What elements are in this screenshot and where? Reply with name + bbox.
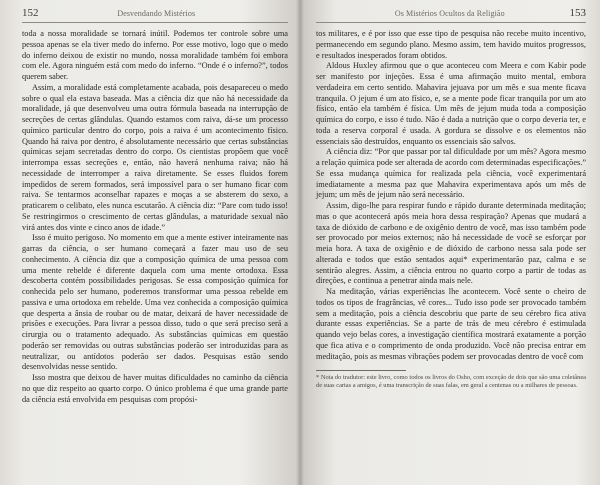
footnote-separator xyxy=(316,370,406,371)
right-page xyxy=(300,0,600,485)
book-gutter xyxy=(296,0,304,485)
paragraph: tos militares, e é por isso que esse tipo de pesquisa não recebe muito incentivo, permanecendo em segundo plano. Mesmo assim, tem havido muitos progressos, e resultados inesperados foram obtidos. xyxy=(316,29,586,60)
page-number-right: 153 xyxy=(569,7,586,19)
left-page-header xyxy=(22,7,288,23)
paragraph: toda a nossa moralidade se tornará inútil. Podemos ter controle sobre uma pessoa apenas se ela tiver medo do inferno. Por esse motivo, logo que o medo do inferno deixou de existir no mundo, nossa moralidade também foi embora com ele. Agora ninguém está com medo do inferno. “Onde é o inferno?”, todos querem saber. xyxy=(22,29,288,81)
right-page-header xyxy=(316,7,586,23)
right-page-body xyxy=(316,29,586,362)
paragraph: Assim, a moralidade está completamente acabada, pois desapareceu o medo sobre o qual ela estava baseada. Mas a ciência diz que não há necessidade da moralidade, já que desenvolveu uma outra fórmula baseada na interrupção de secreções de certas glândulas. Quando estamos com raiva, dá-se um processo químico particular dentro do corpo, pois a raiva é um acontecimento físico. Quando há raiva por dentro, é absolutamente necessário que certas substâncias químicas sejam secretadas dentro do corpo. Os cientistas propõem que você interrompa essas secreções e, então, não haverá nenhuma raiva; não há necessidade de interromper a raiva diretamente. Se esses fluidos forem impedidos de serem formados, será impossível para o ser humano ficar com raiva. Se tentarmos aconselhar rapazes e moças a se absterem do sexo, a praticarem o celibato, eles nunca escutarão. A ciência diz: “Pare com tudo isso! Se restringirmos o crescimento de certas glândulas, a maturidade sexual não virá antes dos vinte e cinco anos de idade.” xyxy=(22,82,288,232)
running-head-right: Os Mistérios Ocultos da Religião xyxy=(394,9,505,18)
left-page-body xyxy=(22,29,288,405)
paragraph: Aldous Huxley afirmou que o que aconteceu com Meera e com Kabir pode ser manifesto por injeções. Essa é uma afirmação muito mental, embora verdadeira em certo sentido. Mahavira jejuava por um mês e sua mente ficava tranquila. O jejum é um ato físico, e, se a mente pode ficar tranquila por um ato físico, então ela também é física. Um mês de jejum muda toda a composição química do corpo, e isso é tudo. Não é dada a nutrição que o corpo deveria ter, e toda a reserva corporal é usada. A gordura se dissolve e os elementos não essenciais são destruídos, enquanto os essenciais são salvos. xyxy=(316,61,586,146)
paragraph: A ciência diz: “Por que passar por tal dificuldade por um mês? Agora mesmo a relação química pode ser alterada de acordo com determinadas especificações.” Se essa mudança química for realizada pela ciência, você experimentará imediatamente a mesma paz que Mahavira experimentava após um mês de jejum; um mês de jejum não será necessário. xyxy=(316,147,586,200)
page-number-left: 152 xyxy=(22,7,39,19)
paragraph: Isso é muito perigoso. No momento em que a mente estiver inteiramente nas garras da ciência, o ser humano começará a fazer mau uso de seu conhecimento. A ciência diz que a composição química de uma pessoa com uma mente rebelde é diferente daquela com uma mente ortodoxa. Essa descoberta contém possibilidades perigosas. Se essa composição química for conhecida pelo ser humano, poderemos transformar uma pessoa rebelde em passiva e uma ortodoxa em rebelde. Uma vez conhecida a composição química que desperta a ânsia de roubar ou de matar, deixará de haver necessidade de prisões e execuções. Para livrar a pessoa disso, tudo o que será preciso será a cirurgia ou o tratamento adequado. As substâncias químicas em questão poderão ser removidas ou outras substâncias poderão ser introduzidas para as neutralizar, ou antídotos poderão ser dados. Pesquisas estão sendo desenvolvidas nesse sentido. xyxy=(22,233,288,372)
paragraph: Isso mostra que deixou de haver muitas dificuldades no caminho da ciência no que diz respeito ao quarto corpo. O único problema é que uma grande parte da ciência está envolvida em pesquisas com propósi- xyxy=(22,373,288,404)
paragraph: Na meditação, várias experiências lhe acontecem. Você sente o cheiro de todos os tipos de fragrâncias, vê cores... Tudo isso pode ser provocado também sem a meditação, pois a ciência descobriu que parte de seu cérebro fica ativa durante essas experiências. Se a parte de trás de meu cérebro é estimulada quando vejo belas cores, a investigação científica mostrará exatamente a porção que fica ativa e o comprimento de onda produzido. Você não precisa entrar em meditação, pois as mesmas vibrações podem ser provocadas dentro de você com xyxy=(316,287,586,361)
paragraph: Assim, digo-lhe para respirar fundo e rápido durante determinada meditação; mas o que acontecerá após meia hora dessa respiração? Apenas que mudará a taxa de dióxido de carbono e de oxigênio dentro de você, mas isso também pode ser provocado por meios externos; não há necessidade de você se esforçar por meia hora. A taxa de oxigênio e de dióxido de carbono nessa sala pode ser alterada e todos que estão sentados aqui* experimentarão paz, calma e se sentirão alegres. Assim, a ciência entrou no quarto corpo a partir de todas as direções, e continua a penetrar ainda mais nele. xyxy=(316,201,586,286)
footnote: * Nota do tradutor: este livro, como todos os livros do Osho, com exceção de dois que são uma coletânea de suas cartas a amigos, é uma transcrição de suas falas, em geral a centenas ou a milhares de pessoas. xyxy=(316,374,586,390)
running-head-left: Desvendando Mistérios xyxy=(117,9,196,18)
